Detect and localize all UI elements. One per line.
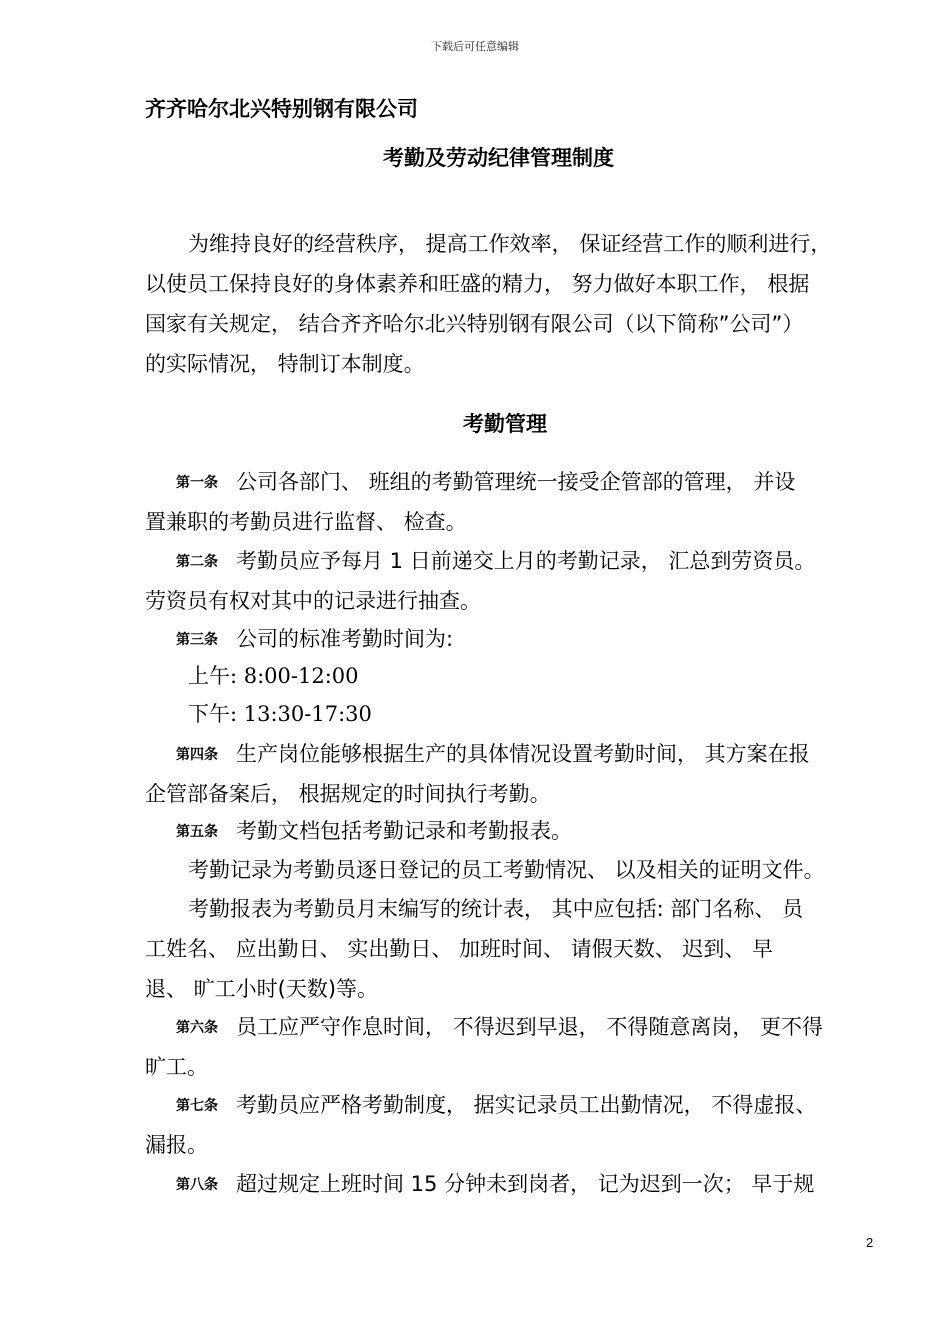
article-6-cont: 旷工。 (145, 1055, 208, 1079)
document-title: 考勤及劳动纪律管理制度 (383, 146, 614, 170)
article-8 (176, 1170, 814, 1199)
article-label: 第三条 (176, 632, 218, 648)
article-2 (176, 547, 815, 576)
article-6 (176, 1013, 823, 1042)
intro-line-4: 的实际情况， 特制订本制度。 (145, 352, 425, 376)
company-name: 齐齐哈尔北兴特别钢有限公司 (145, 97, 418, 121)
article-7-cont: 漏报。 (145, 1133, 208, 1157)
article-label: 第二条 (176, 554, 218, 570)
article-text: 考勤员应严格考勤制度， 据实记录员工出勤情况， 不得虚报、 (236, 1093, 817, 1117)
article-label: 第五条 (176, 824, 218, 840)
intro-line-3: 国家有关规定， 结合齐齐哈尔北兴特别钢有限公司（以下简称”公司”） (145, 312, 804, 336)
article-text: 公司的标准考勤时间为: (236, 627, 454, 651)
morning-hours: 上午: 8:00-12:00 (188, 664, 359, 688)
article-label: 第七条 (176, 1098, 218, 1114)
article-1-cont: 置兼职的考勤员进行监督、 检查。 (145, 510, 467, 534)
article-5-para-1: 考勤记录为考勤员逐日登记的员工考勤情况、 以及相关的证明文件。 (188, 858, 825, 882)
afternoon-hours: 下午: 13:30-17:30 (188, 702, 372, 726)
intro-line-2: 以使员工保持良好的身体素养和旺盛的精力， 努力做好本职工作， 根据 (145, 272, 810, 296)
article-label: 第八条 (176, 1177, 218, 1193)
article-text: 考勤文档包括考勤记录和考勤报表。 (236, 819, 572, 843)
article-5-para-2-end: 退、 旷工小时(天数)等。 (145, 977, 379, 1001)
header-note: 下载后可任意编辑 (431, 40, 519, 53)
article-label: 第四条 (176, 747, 218, 763)
section-title: 考勤管理 (463, 412, 547, 436)
article-4 (176, 740, 810, 769)
article-4-cont: 企管部备案后， 根据规定的时间执行考勤。 (145, 782, 551, 806)
article-5-para-2-cont: 工姓名、 应出勤日、 实出勤日、 加班时间、 请假天数、 迟到、 早 (145, 937, 774, 961)
article-text: 超过规定上班时间 15 分钟未到岗者， 记为迟到一次； 早于规 (236, 1172, 815, 1196)
page-number: 2 (866, 1235, 874, 1250)
article-1 (176, 468, 795, 497)
article-2-cont: 劳资员有权对其中的记录进行抽查。 (145, 589, 481, 613)
article-text: 公司各部门、 班组的考勤管理统一接受企管部的管理， 并设 (236, 470, 796, 494)
article-7 (176, 1091, 816, 1120)
article-3 (176, 625, 453, 654)
article-5 (176, 817, 572, 846)
article-text: 员工应严守作息时间， 不得迟到早退， 不得随意离岗， 更不得 (236, 1015, 824, 1039)
article-text: 考勤员应予每月 1 日前递交上月的考勤记录， 汇总到劳资员。 (236, 549, 816, 573)
article-label: 第六条 (176, 1020, 218, 1036)
intro-line-1: 为维持良好的经营秩序， 提高工作效率， 保证经营工作的顺利进行， (188, 232, 832, 256)
article-5-para-2: 考勤报表为考勤员月末编写的统计表， 其中应包括: 部门名称、 员 (188, 897, 804, 921)
article-label: 第一条 (176, 475, 218, 491)
article-text: 生产岗位能够根据生产的具体情况设置考勤时间， 其方案在报 (236, 742, 810, 766)
